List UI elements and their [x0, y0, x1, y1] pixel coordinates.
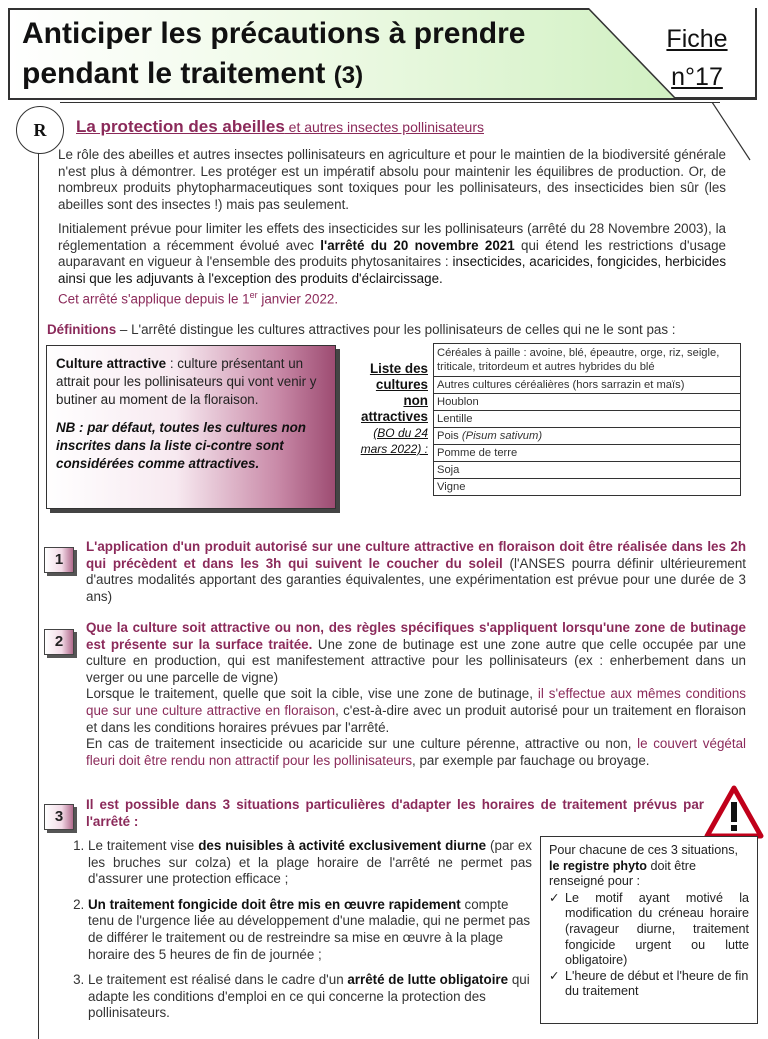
table-row: Houblon	[434, 394, 741, 411]
list-item: 2. Un traitement fongicide doit être mis en œuvre rapidement compte tenu de l'urgence liée au développement d'une maladie, qui ne permet pas de différer le traitement ou de restreindre sa mise en œuvre à la plage horaire des 5 heures de fin de journée ;	[88, 897, 532, 963]
list-item: 3. Le traitement est réalisé dans le cadre d'un arrêté de lutte obligatoire qui adapte les conditions d'emploi en ce qui concerne la protection des pollinisateurs.	[88, 972, 532, 1022]
rule-1-text: L'application d'un produit autorisé sur une culture attractive en floraison doit être réalisée dans les 2h qui précèdent et dans les 3h qui suivent le coucher du soleil (l'ANSES pourra définir ultérieurement d'autres modalités apportant des garanties équivalentes, une expérimentation est prévue pour une durée de 3 ans)	[86, 539, 747, 604]
list-item: ✓ Le motif ayant motivé la modification du créneau horaire (ravageur diurne, traitement fongicide urgent ou lutte obligatoire)	[549, 890, 749, 968]
non-attractive-crops-table	[433, 343, 741, 496]
list-item: ✓ L'heure de début et l'heure de fin du traitement	[549, 968, 749, 999]
table-row: Céréales à paille : avoine, blé, épeautre, orge, riz, seigle, triticale, tritordeum et autres hybrides du blé	[434, 344, 741, 377]
rule-3-number: 3	[44, 804, 74, 830]
left-rule	[38, 150, 39, 1039]
section-heading: La protection des abeilles et autres insectes pollinisateurs	[76, 117, 484, 136]
rule-3-list	[66, 838, 532, 1031]
registre-phyto-box: Pour chacune de ces 3 situations, le registre phyto doit être renseigné pour : ✓ Le motif ayant motivé la modification du créneau horaire (ravageur diurne, traitement fongicide urgent ou lutte obligatoire) ✓ L'heure de début et l'heure de fin du traitement	[540, 836, 758, 1024]
table-row: Pomme de terre	[434, 445, 741, 462]
rule-1-number: 1	[44, 547, 74, 573]
list-item: 1. Le traitement vise des nuisibles à activité exclusivement diurne (par ex les bruches sur colza) et la plage horaire de l'arrêté ne permet pas d'assurer une protection efficace ;	[88, 838, 532, 888]
non-attractive-list-label: Liste des cultures non attractives (BO du 24 mars 2022) :	[360, 361, 428, 456]
table-row: Vigne	[434, 479, 741, 496]
rule-3-heading: Il est possible dans 3 situations particulières d'adapter les horaires de traitement prévus par l'arrêté :	[86, 797, 704, 829]
table-row: Autres cultures céréalières (hors sarrazin et maïs)	[434, 377, 741, 394]
intro-paragraph-1: Le rôle des abeilles et autres insectes pollinisateurs en agriculture et pour le maintien de la biodiversité générale n'est plus à démontrer. Les protéger est un impératif absolu pour maintenir les équilibres de production. Or, de nombreux produits phytopharmaceutiques sont toxiques pour les pollinisateurs, des insecticides bien sûr (les abeilles sont des insectes !) mais pas seulement.	[58, 147, 726, 212]
rule-2-number: 2	[44, 629, 74, 655]
intro-paragraph-2: Initialement prévue pour limiter les effets des insecticides sur les pollinisateurs (arrêté du 28 Novembre 2003), la réglementation a récemment évolué avec l'arrêté du 20 novembre 2021 qui étend les restrictions d'usage auparavant en vigueur à l'ensemble des produits phytosanitaires : insecticides, acaricides, fongicides, herbicides ainsi que les adjuvants à l'exception des produits d'éclaircissage. Cet arrêté s'applique depuis le 1er janvier 2022.	[58, 221, 727, 307]
definitions-line: Définitions – L'arrêté distingue les cultures attractives pour les pollinisateurs de celles qui ne le sont pas :	[47, 322, 676, 337]
page-title: Anticiper les précautions à prendre pendant le traitement (3)	[22, 17, 526, 90]
attractive-culture-text: Culture attractive : culture présentant un attrait pour les pollinisateurs qui vont venir y butiner au moment de la floraison. NB : par défaut, toutes les cultures non inscrites dans la liste ci-contre sont considérées comme attractives.	[56, 356, 317, 471]
table-row: Lentille	[434, 411, 741, 428]
fiche-number: Fiche n°17	[666, 25, 728, 91]
table-row: Soja	[434, 462, 741, 479]
check-icon: ✓	[549, 968, 560, 983]
top-rule	[60, 102, 720, 103]
warning-icon	[704, 785, 764, 839]
rule-2-text: Que la culture soit attractive ou non, des règles spécifiques s'appliquent lorsqu'une zone de butinage est présente sur la surface traitée. Une zone de butinage est une zone autre que celle occupée par une culture en production, qui est manifestement attractive pour les pollinisateurs (ex : enherbement dans un verger ou une parcelle de vigne) Lorsque le traitement, quelle que soit la cible, vise une zone de butinage, il s'effectue aux mêmes conditions que sur une culture attractive en floraison, c'est-à-dire avec un produit autorisé pour un traitement en floraison et dans les conditions horaires prévues par l'arrêté. En cas de traitement insecticide ou acaricide sur une culture pérenne, attractive ou non, le couvert végétal fleuri doit être rendu non attractif pour les pollinisateurs, par exemple par fauchage ou broyage.	[86, 620, 746, 768]
check-icon: ✓	[549, 890, 560, 905]
section-letter-badge: R	[16, 106, 64, 154]
table-row: Pois (Pisum sativum)	[434, 428, 741, 445]
